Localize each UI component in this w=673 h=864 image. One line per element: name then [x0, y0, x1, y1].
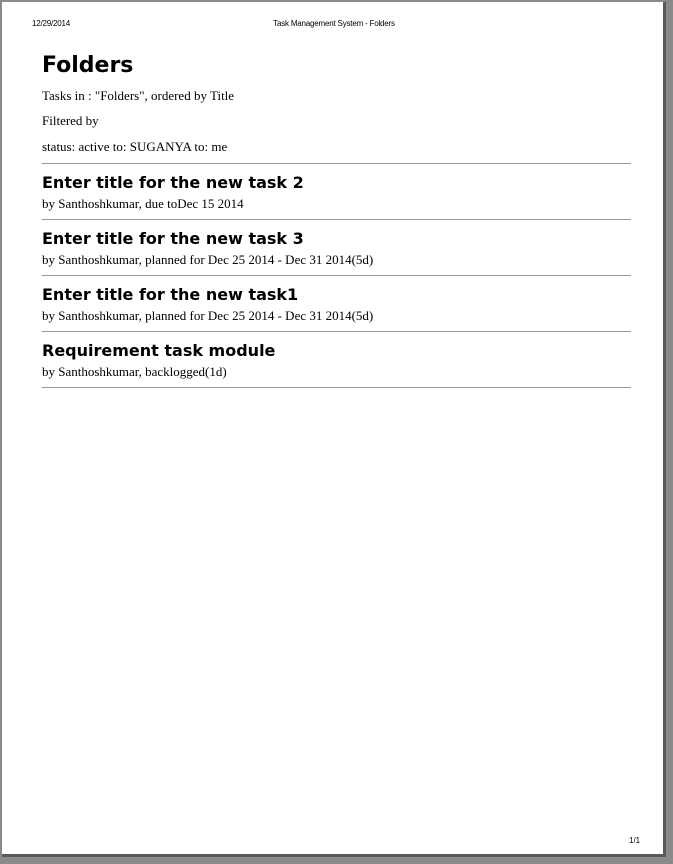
filter-label: Filtered by: [42, 113, 99, 128]
page-title: Folders: [42, 53, 134, 78]
task-details: by Santhoshkumar, backlogged(1d): [42, 364, 227, 379]
print-document-title: Task Management System - Folders: [273, 19, 395, 28]
task-details: by Santhoshkumar, planned for Dec 25 2014 - Dec 31 2014(5d): [42, 308, 374, 323]
page-number: 1/1: [629, 836, 641, 845]
task-details: by Santhoshkumar, due toDec 15 2014: [42, 196, 244, 211]
task-title: Enter title for the new task 3: [42, 229, 304, 248]
print-date: 12/29/2014: [32, 19, 71, 28]
task-item: [42, 164, 631, 220]
task-item: [42, 276, 631, 332]
task-title: Enter title for the new task1: [42, 285, 299, 304]
document-page: [2, 2, 666, 857]
report-content: [42, 52, 631, 388]
task-title: Enter title for the new task 2: [42, 173, 304, 192]
filter-values: status: active to: SUGANYA to: me: [42, 139, 228, 154]
task-title: Requirement task module: [42, 341, 276, 360]
task-item: [42, 332, 631, 388]
report-description: Tasks in : "Folders", ordered by Title: [42, 88, 235, 103]
task-details: by Santhoshkumar, planned for Dec 25 2014 - Dec 31 2014(5d): [42, 252, 374, 267]
task-item: [42, 220, 631, 276]
